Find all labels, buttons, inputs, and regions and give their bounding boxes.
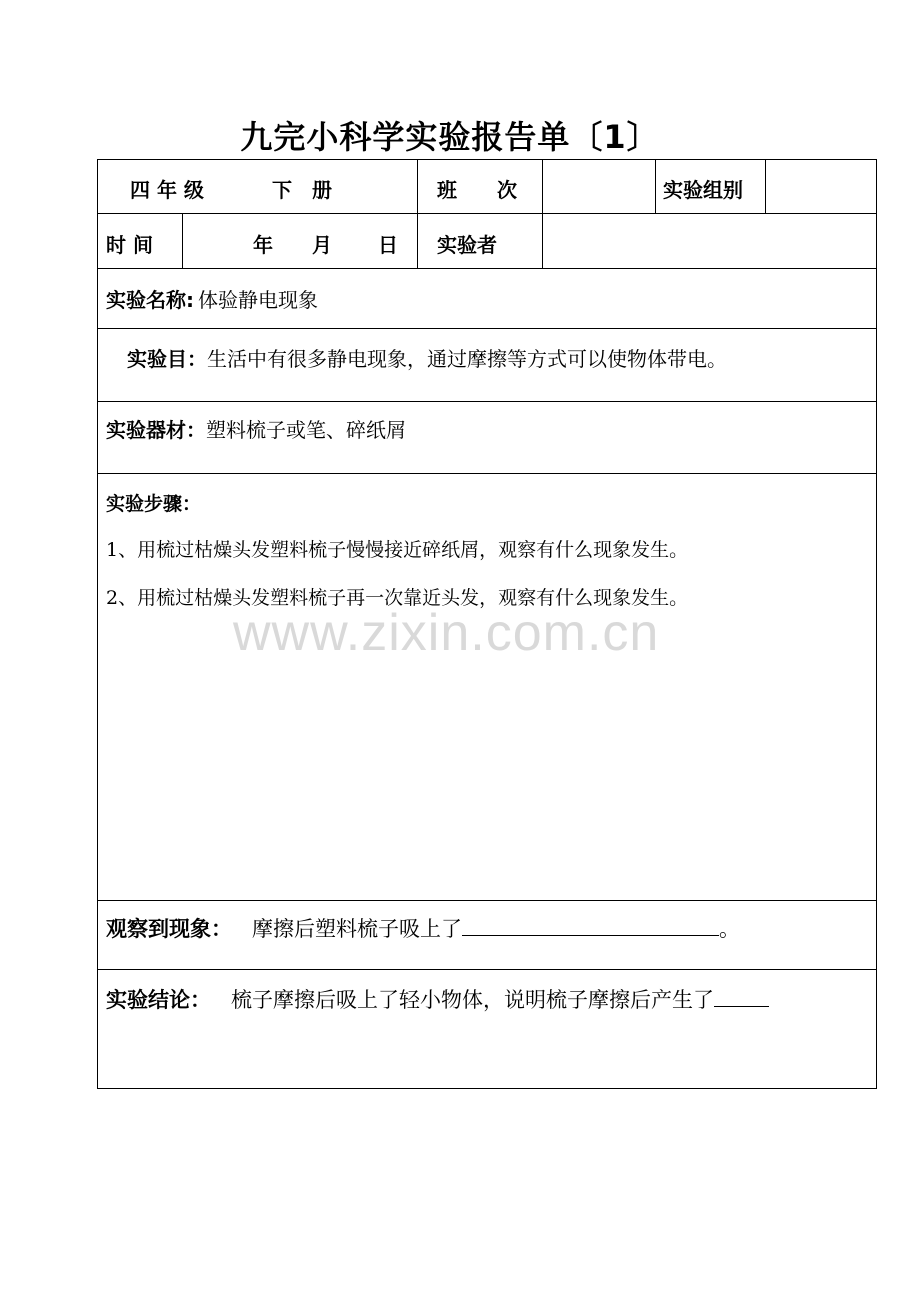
materials-value: 塑料梳子或笔、碎纸屑 bbox=[206, 418, 406, 442]
group-value-field[interactable] bbox=[767, 160, 875, 213]
observation-end-mark: 。 bbox=[719, 917, 740, 941]
experiment-name-row bbox=[106, 284, 318, 313]
class-value-field[interactable] bbox=[544, 160, 654, 213]
purpose-row bbox=[127, 343, 727, 372]
purpose-label: 实验目： bbox=[127, 347, 207, 371]
year-label: 年 bbox=[253, 233, 273, 257]
document-title: 九完小科学实验报告单〔1〕 bbox=[240, 118, 660, 156]
conclusion-blank-field[interactable] bbox=[714, 984, 769, 1007]
watermark-text: www.zixin.com.cn bbox=[233, 604, 660, 662]
conclusion-label: 实验结论： bbox=[106, 988, 211, 1012]
step-item-1: 1、用梳过枯燥头发塑料梳子慢慢接近碎纸屑，观察有什么现象发生。 bbox=[106, 539, 689, 561]
group-label: 实验组别 bbox=[663, 178, 743, 202]
term-label: 下 册 bbox=[272, 178, 332, 202]
steps-label: 实验步骤： bbox=[106, 493, 202, 515]
grade-label: 四 年 级 bbox=[130, 178, 204, 202]
observation-text: 摩擦后塑料梳子吸上了 bbox=[252, 917, 462, 941]
observation-blank-field[interactable] bbox=[462, 913, 719, 936]
conclusion-row bbox=[106, 984, 769, 1014]
step-item-2: 2、用梳过枯燥头发塑料梳子再一次靠近头发，观察有什么现象发生。 bbox=[106, 587, 689, 609]
purpose-value: 生活中有很多静电现象，通过摩擦等方式可以使物体带电。 bbox=[207, 347, 727, 371]
class-label: 班 次 bbox=[437, 178, 517, 202]
materials-label: 实验器材： bbox=[106, 418, 206, 442]
experiment-name-label: 实验名称: bbox=[106, 288, 194, 312]
experimenter-label: 实验者 bbox=[437, 233, 497, 257]
month-label: 月 bbox=[312, 233, 332, 257]
materials-row bbox=[106, 414, 406, 443]
time-label: 时 间 bbox=[106, 233, 153, 257]
experiment-name-value: 体验静电现象 bbox=[198, 288, 318, 312]
day-label: 日 bbox=[378, 233, 398, 257]
conclusion-text: 梳子摩擦后吸上了轻小物体，说明梳子摩擦后产生了 bbox=[231, 988, 714, 1012]
observation-row bbox=[106, 913, 740, 943]
experimenter-field[interactable] bbox=[544, 215, 875, 268]
observation-label: 观察到现象： bbox=[106, 917, 232, 941]
